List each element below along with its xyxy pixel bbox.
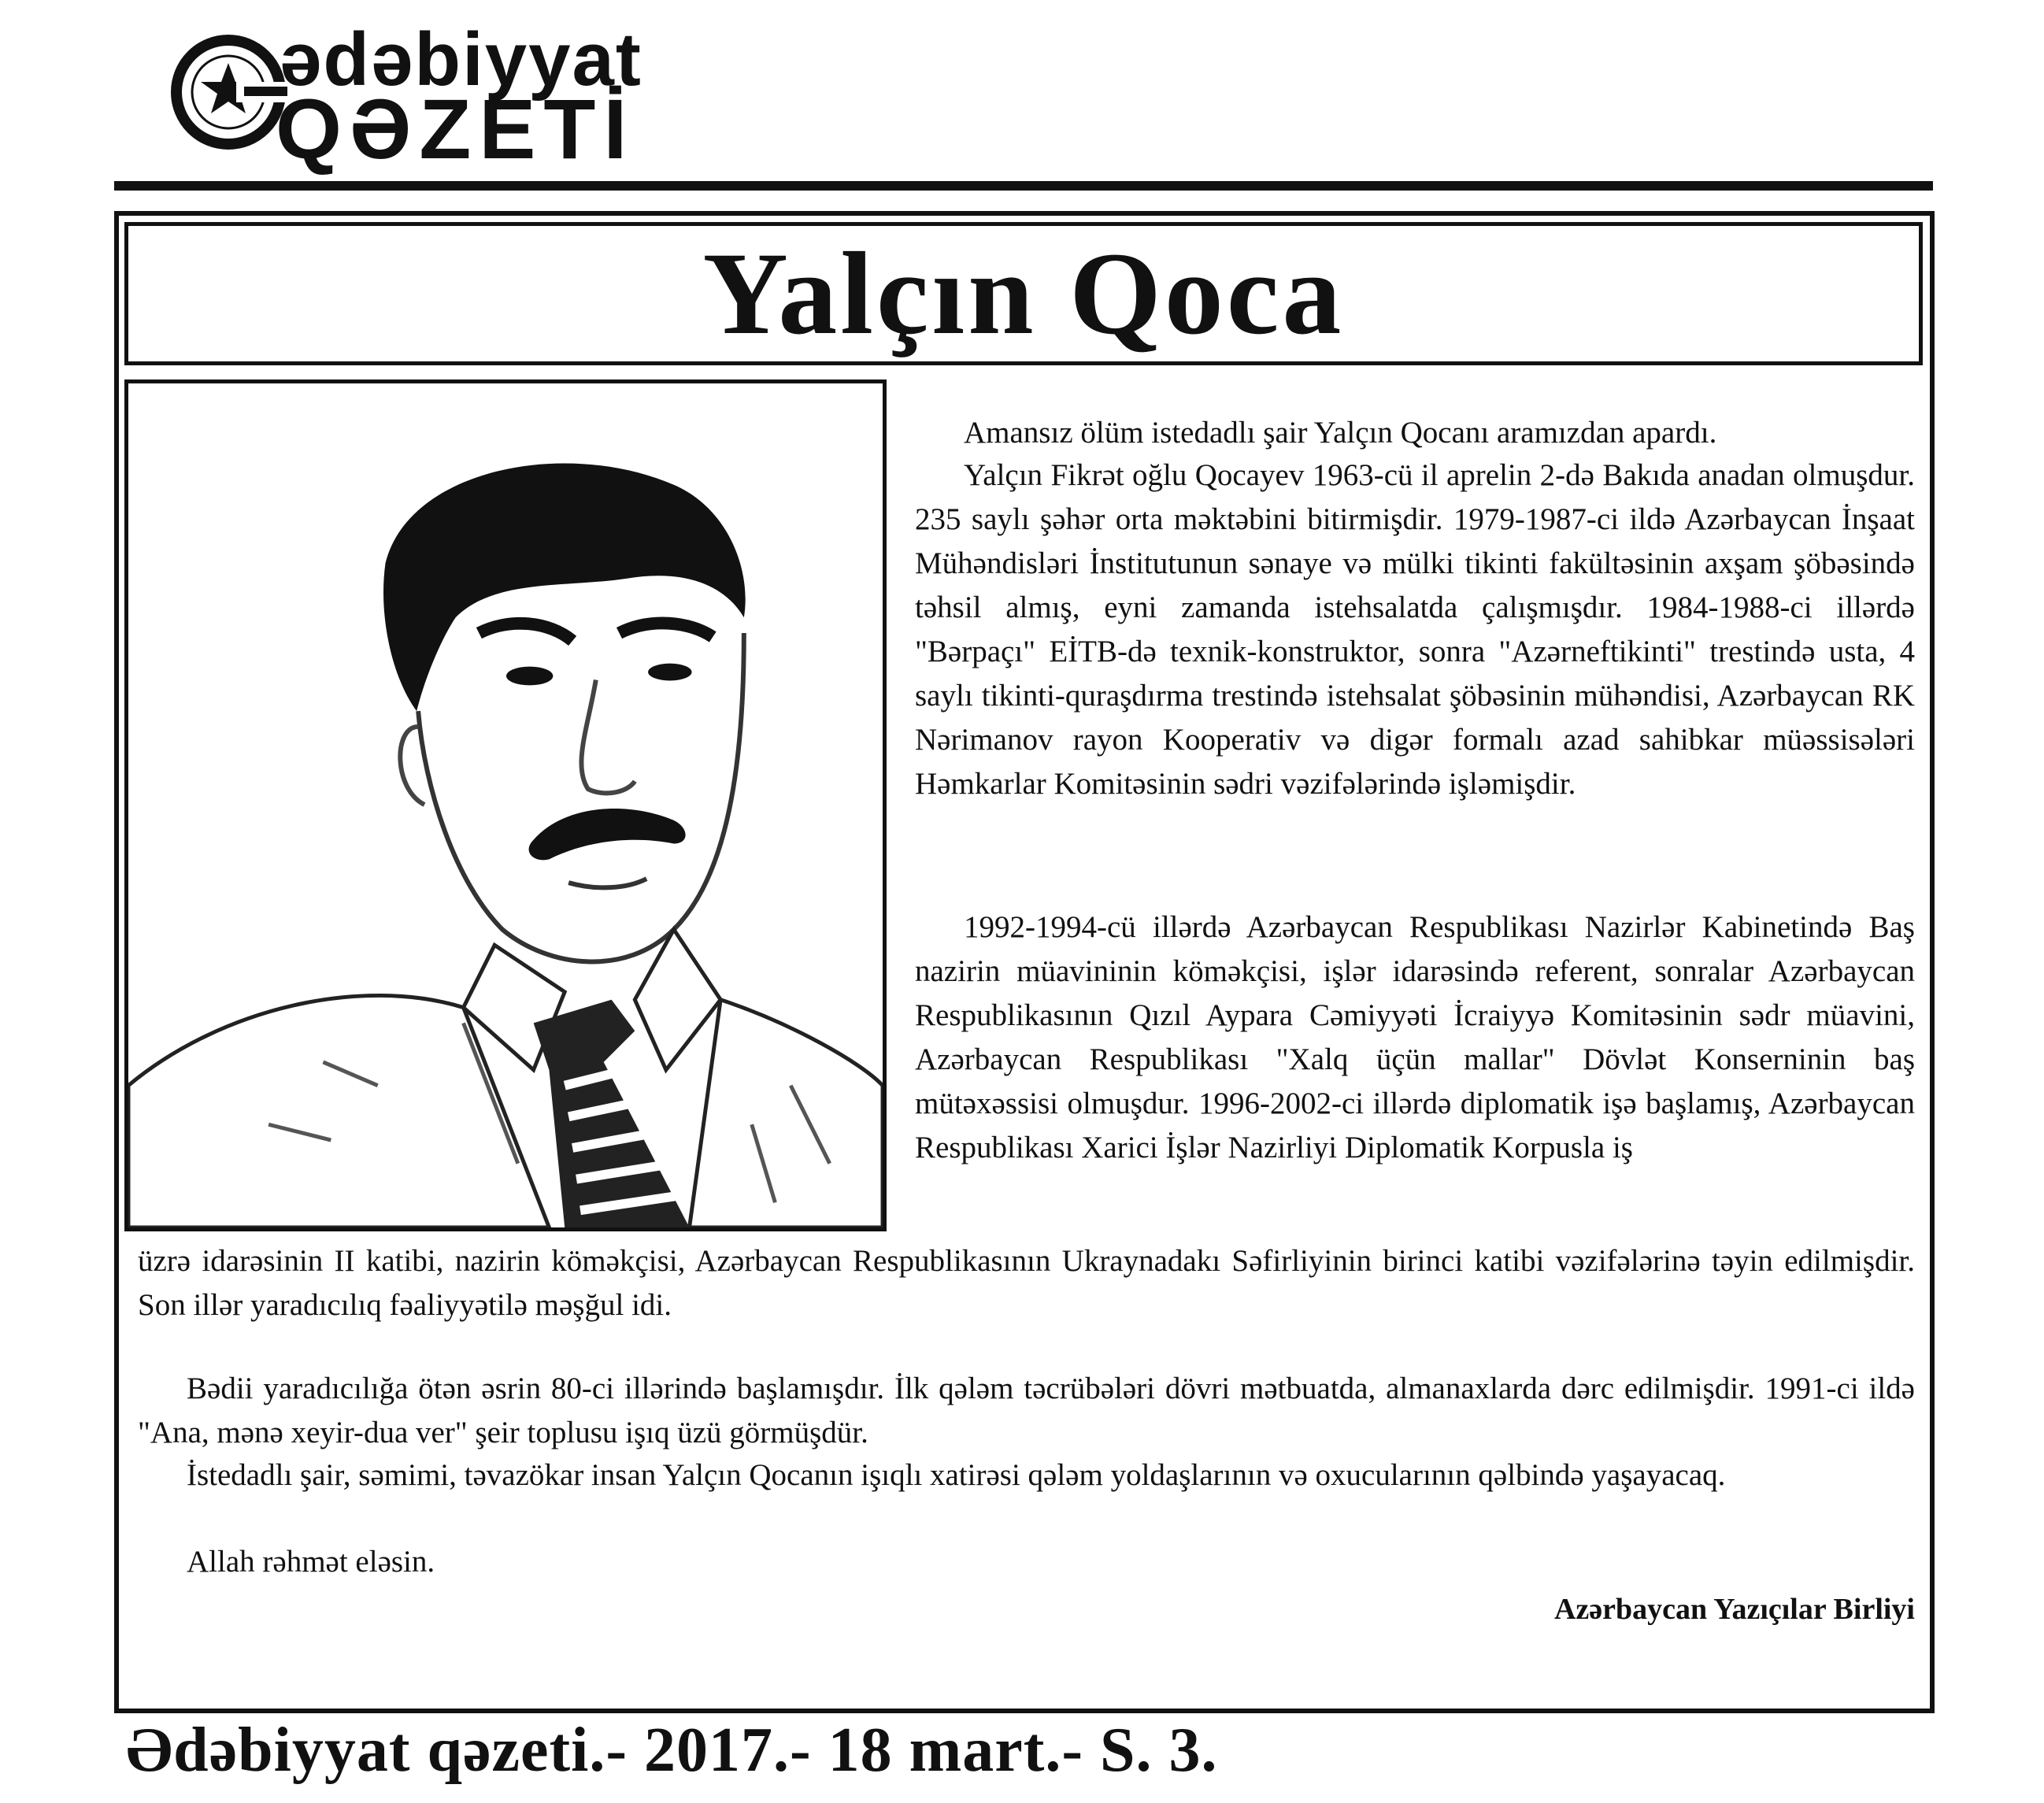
source-citation: Ədəbiyyat qəzeti.- 2017.- 18 mart.- S. 3. [126, 1716, 1218, 1785]
article-title: Yalçın Qoca [702, 228, 1345, 359]
paragraph-biography: Yalçın Fikrət oğlu Qocayev 1963-cü il aprelin 2-də Bakıda anadan olmuşdur. 235 saylı şəhər orta məktəbini bitirmişdir. 1979-1987-ci ildə Azərbaycan İnşaat Mühəndisləri İnstitutunun sənaye və mülki tikinti fakültəsinin axşam şöbəsində təhsil almış, eyni zamanda istehsalatda çalışmışdır. 1984-1988-ci illərdə "Bərpaçı" EİTB-də texnik-konstruktor, sonra "Azərneftikinti" trestində usta, 4 saylı tikinti-quraşdırma trestində istehsalat şöbəsinin mühəndisi, Azərbaycan RK Nərimanov rayon Kooperativ və digər formalı azad sahibkar müəssisələri Həmkarlar Komitəsinin sədri vəzifələrində işləmişdir. [915, 458, 1915, 801]
paragraph-career-continued: üzrə idarəsinin II katibi, nazirin köməkçisi, Azərbaycan Respublikasının Ukraynadakı Səfirliyinin birinci katibi vəzifələrinə təyin edilmişdir. Son illər yaradıcılıq fəaliyyətilə məşğul idi. [138, 1244, 1915, 1322]
paragraph-creative-work: Bədii yaradıcılığa ötən əsrin 80-ci illərində başlamışdır. İlk qələm təcrübələri dövri mətbuatda, almanaxlarda dərc edilmişdir. 1991-ci ildə "Ana, mənə xeyir-dua ver" şeir toplusu işıq üzü görmüşdür. [138, 1372, 1915, 1449]
paragraph-intro: Amansız ölüm istedadlı şair Yalçın Qocanı aramızdan apardı. [964, 416, 1717, 450]
article-signature: Azərbaycan Yazıçılar Birliyi [1553, 1593, 1915, 1626]
logo-word-edebiyyat: ədəbiyyat [280, 17, 642, 102]
newspaper-logo [169, 17, 642, 176]
paragraph-memory: İstedadlı şair, səmimi, təvazökar insan Yalçın Qocanın işıqlı xatirəsi qələm yoldaşlarının və oxucularının qəlbində yaşayacaq. [187, 1458, 1726, 1492]
logo-word-qezeti: QƏZETİ [276, 81, 635, 176]
article-title-box [124, 222, 1923, 365]
star-emblem-icon [169, 33, 287, 151]
paragraph-career: 1992-1994-cü illərdə Azərbaycan Respublikası Nazirlər Kabinetində Baş nazirin müavininin köməkçisi, işlər idarəsində referent, sonralar Azərbaycan Respublikasının Qızıl Aypara Cəmiyyəti İcraiyyə Komitəsinin sədr müavini, Azərbaycan Respublikası "Xalq üçün mallar" Dövlət Konserninin baş mütəxəssisi olmuşdur. 1996-2002-ci illərdə diplomatik işə başlamış, Azərbaycan Respublikası Xarici İşlər Nazirliyi Diplomatik Korpusla iş [915, 910, 1915, 1164]
portrait-photo [124, 379, 887, 1231]
paragraph-prayer: Allah rəhmət eləsin. [187, 1545, 435, 1579]
top-divider [114, 181, 1933, 191]
